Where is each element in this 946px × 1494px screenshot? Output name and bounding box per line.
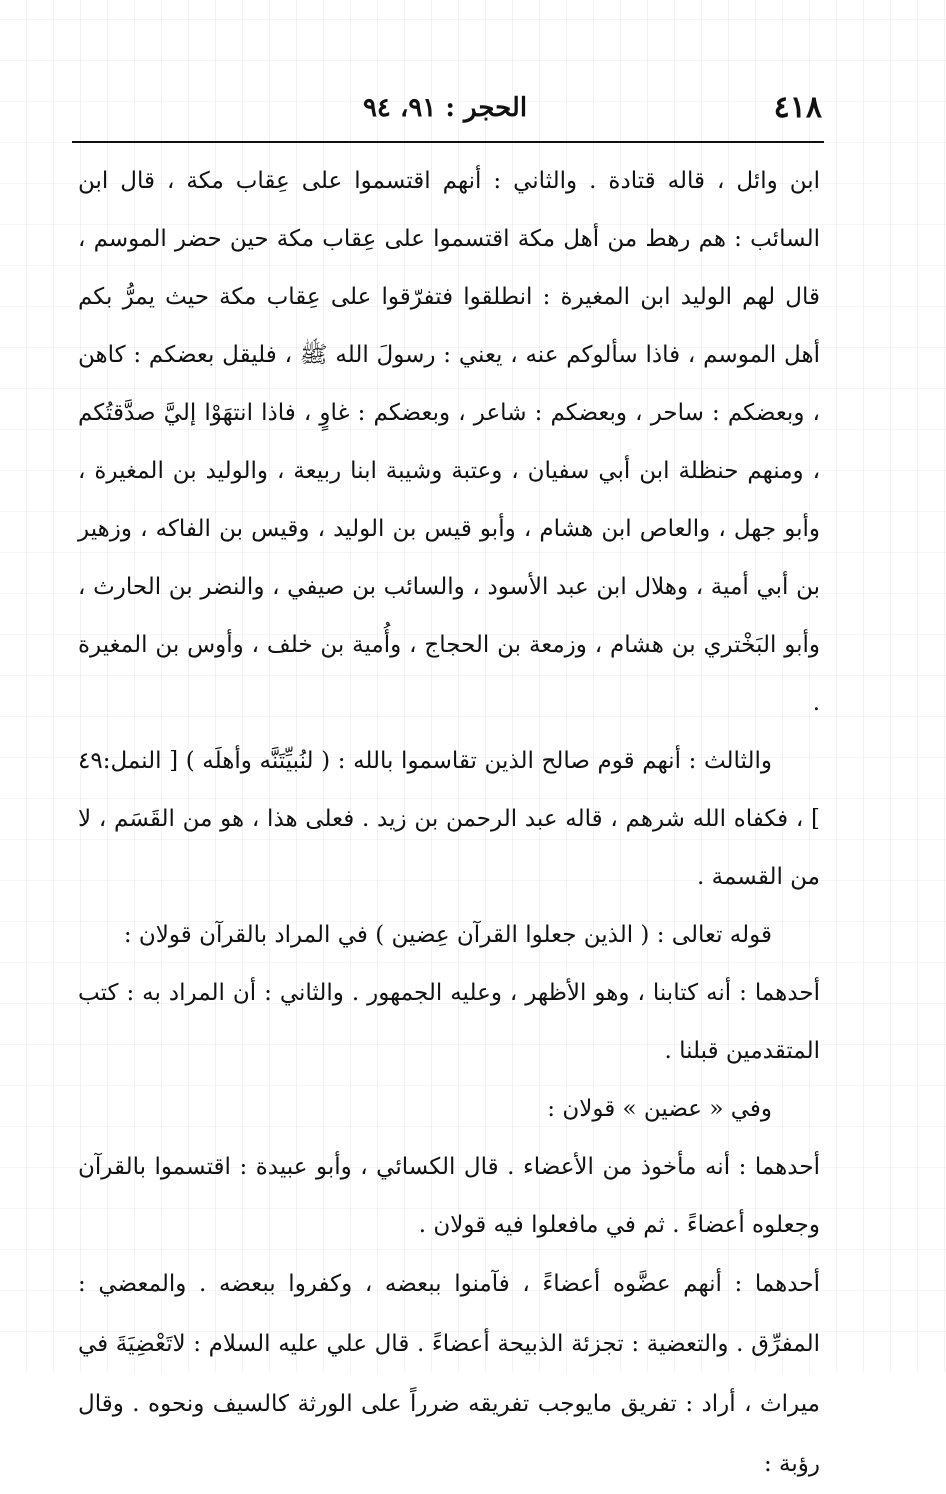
paragraph-idin-heading: وفي « عضين » قولان :	[547, 1096, 772, 1122]
surah-verse-reference: الحجر : ٩١، ٩٤	[362, 93, 528, 123]
paragraph-second-view: ابن وائل ، قاله قتادة . والثاني : أنهم اقتسموا على عِقاب مكة ، قال ابن السائب : هم رهط من أهل مكة اقتسموا على عِقاب مكة حين حضر الموسم ، قال لهم الوليد ابن المغيرة : انطلقوا فتفرّقوا على عِقاب مكة حيث يمرُّ بكم أهل الموسم ، فاذا سألوكم عنه ، يعني : رسولَ الله ﷺ ، فليقل بعضكم : كاهن ، وبعضكم : ساحر ، وبعضكم : شاعر ، وبعضكم : غاوٍ ، فاذا انتهَوْا إليَّ صدَّقتُكم ، ومنهم حنظلة ابن أبي سفيان ، وعتبة وشيبة ابنا ربيعة ، والوليد بن المغيرة ، وأبو جهل ، والعاص ابن هشام ، وأبو قيس بن الوليد ، وقيس بن الفاكه ، وزهير بن أبي أمية ، وهلال ابن عبد الأسود ، والسائب بن صيفي ، والنضر بن الحارث ، وأبو البَخْتري بن هشام ، وزمعة بن الحجاج ، وأُمية بن خلف ، وأوس بن المغيرة .	[78, 168, 820, 716]
paragraph-verse-quote: قوله تعالى : ( الذين جعلوا القرآن عِضين ) في المراد بالقرآن قولان :	[123, 922, 772, 948]
page-body	[78, 152, 820, 1494]
page-number: ٤١٨	[773, 90, 822, 125]
paragraph-tadiya: أحدهما : أنهم عضَّوه أعضاءً ، فآمنوا ببعضه ، وكفروا ببعضه . والمعضي : المفرِّق . والتعضية : تجزئة الذبيحة أعضاءً . قال علي عليه السلام : لاتَعْضِيَةَ في ميراث ، أراد : تفريق مايوجب تفريقه ضرراً على الورثة كالسيف ونحوه . وقال رؤبة :	[78, 1271, 820, 1477]
running-head	[70, 88, 822, 128]
header-divider	[72, 141, 824, 143]
paragraph-two-opinions: أحدهما : أنه كتابنا ، وهو الأظهر ، وعليه الجمهور . والثاني : أن المراد به : كتب المتقدمين قبلنا .	[78, 980, 820, 1064]
paragraph-third-view: والثالث : أنهم قوم صالح الذين تقاسموا بالله : ( لنُبيِّتَنَّه وأهلَه ) [ النمل:٤٩ ] ، فكفاه الله شرهم ، قاله عبد الرحمن بن زيد . فعلى هذا ، هو من القَسَم ، لا من القسمة .	[78, 748, 820, 890]
paragraph-first-meaning: أحدهما : أنه مأخوذ من الأعضاء . قال الكسائي ، وأبو عبيدة : اقتسموا بالقرآن وجعلوه أعضاءً . ثم في مافعلوا فيه قولان .	[78, 1154, 820, 1238]
